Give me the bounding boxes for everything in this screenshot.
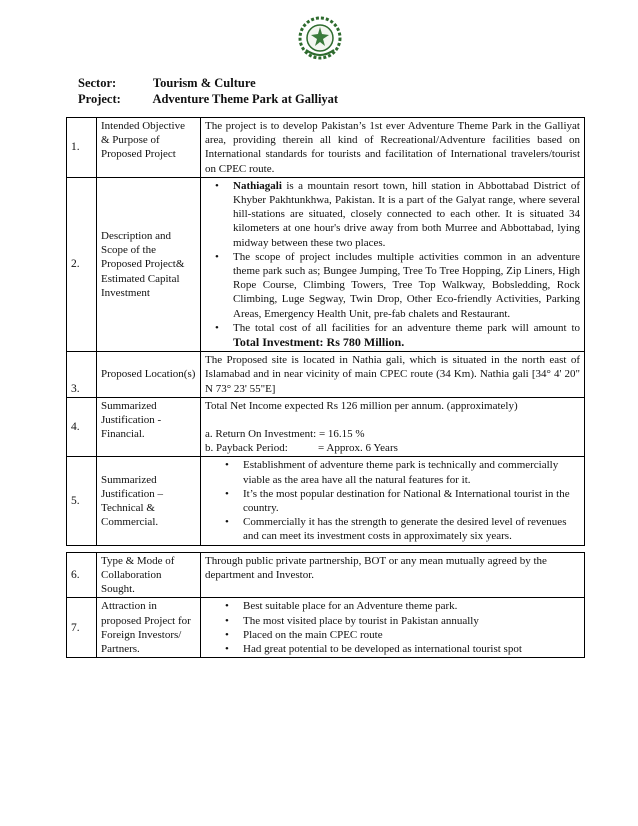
sector-label: Sector: bbox=[78, 76, 117, 90]
sector-value: Tourism & Culture bbox=[152, 76, 256, 90]
list-item bbox=[233, 321, 580, 350]
row-description bbox=[201, 397, 585, 457]
list-item: • Establishment of adventure theme park is technically and commercially viable as the area have all the natural features for it. bbox=[243, 458, 580, 486]
list-item: • The scope of project includes multiple activities common in an adventure theme park such as; Bungee Jumping, Tree To Tree Hopping, Zip Liners, High Rope Course, Climbing Towers, Tree Top Walkway, Bobsledding, Rock Climbing, Luge Segway, Twin Drop, Other Eco-friendly Activities, Parking Areas, Emergency Health Unit, pre-fab chalets and Restaurant. bbox=[233, 250, 580, 321]
list-item: • Best suitable place for an Adventure theme park. bbox=[243, 599, 580, 613]
row-number: 3. bbox=[67, 352, 97, 398]
list-item: • Commercially it has the strength to generate the desired level of revenues and can meet its investment costs in approximately six years. bbox=[243, 515, 580, 543]
table-row bbox=[67, 397, 585, 457]
bullet-text: is a mountain resort town, hill station in Abbottabad District of Khyber Pakhtunkhwa, Pakistan. It is a part of the Galyat range, where several hill-stations are situated, closely connected to each other. It is situated 34 kilometers at one hour's drive away from both Murree and Abbottabad, lying midway between these two places. bbox=[233, 179, 580, 249]
row-number: 4. bbox=[67, 397, 97, 457]
row-label: Attraction in proposed Project for Foreign Investors/ Partners. bbox=[97, 598, 201, 658]
bullet-text: The total cost of all facilities for an adventure theme park will amount to bbox=[233, 321, 580, 334]
row-number: 5. bbox=[67, 457, 97, 545]
table-row bbox=[67, 457, 585, 545]
table-row bbox=[67, 598, 585, 658]
list-item bbox=[233, 179, 580, 250]
row-number: 6. bbox=[67, 552, 97, 598]
sector-line bbox=[78, 76, 256, 91]
row-label: Proposed Location(s) bbox=[97, 352, 201, 398]
row-label: Summarized Justification – Technical & Commercial. bbox=[97, 457, 201, 545]
total-investment: Total Investment: Rs 780 Million. bbox=[233, 335, 405, 350]
row-number: 7. bbox=[67, 598, 97, 658]
list-item: • The most visited place by tourist in Pakistan annually bbox=[243, 614, 580, 628]
row-description bbox=[201, 598, 585, 658]
table-row bbox=[67, 552, 585, 598]
row-number: 1. bbox=[67, 118, 97, 178]
row-description bbox=[201, 177, 585, 351]
table-row bbox=[67, 118, 585, 178]
net-income-line: Total Net Income expected Rs 126 million per annum. (approximately) bbox=[205, 399, 518, 412]
row-number: 2. bbox=[67, 177, 97, 351]
row-description bbox=[201, 457, 585, 545]
row-description: The Proposed site is located in Nathia gali, which is situated in the north east of Islamabad and in near vicinity of main CPEC route (34 Km). Nathia gali [34° 4' 20" N 73° 23' 55"E] bbox=[201, 352, 585, 398]
list-item: • Placed on the main CPEC route bbox=[243, 628, 580, 642]
roi-line: a. Return On Investment: = 16.15 % bbox=[205, 428, 365, 441]
project-details-table bbox=[66, 117, 585, 658]
row-description: Through public private partnership, BOT or any mean mutually agreed by the department and Investor. bbox=[201, 552, 585, 598]
row-label: Description and Scope of the Proposed Project& Estimated Capital Investment bbox=[97, 177, 201, 351]
project-label: Project: bbox=[78, 92, 121, 106]
row-label: Intended Objective & Purpose of Proposed Project bbox=[97, 118, 201, 178]
project-line bbox=[78, 92, 338, 107]
row-label: Type & Mode of Collaboration Sought. bbox=[97, 552, 201, 598]
table-row bbox=[67, 352, 585, 398]
government-emblem-icon bbox=[296, 14, 344, 62]
table-row bbox=[67, 177, 585, 351]
row-description: The project is to develop Pakistan’s 1st ever Adventure Theme Park in the Galliyat area, providing therein all kind of Recreational/Adventure facilities based on International standards for tourists and facilitation of International travelers/tourist on CPEC route. bbox=[201, 118, 585, 178]
list-item: • Had great potential to be developed as international tourist spot bbox=[243, 642, 580, 656]
project-value: Adventure Theme Park at Galliyat bbox=[152, 92, 339, 106]
row-label: Summarized Justification - Financial. bbox=[97, 397, 201, 457]
list-item: • It’s the most popular destination for National & International tourist in the country. bbox=[243, 487, 580, 515]
bold-term: Nathiagali bbox=[233, 179, 282, 192]
payback-line: b. Payback Period: = Approx. 6 Years bbox=[205, 442, 398, 455]
